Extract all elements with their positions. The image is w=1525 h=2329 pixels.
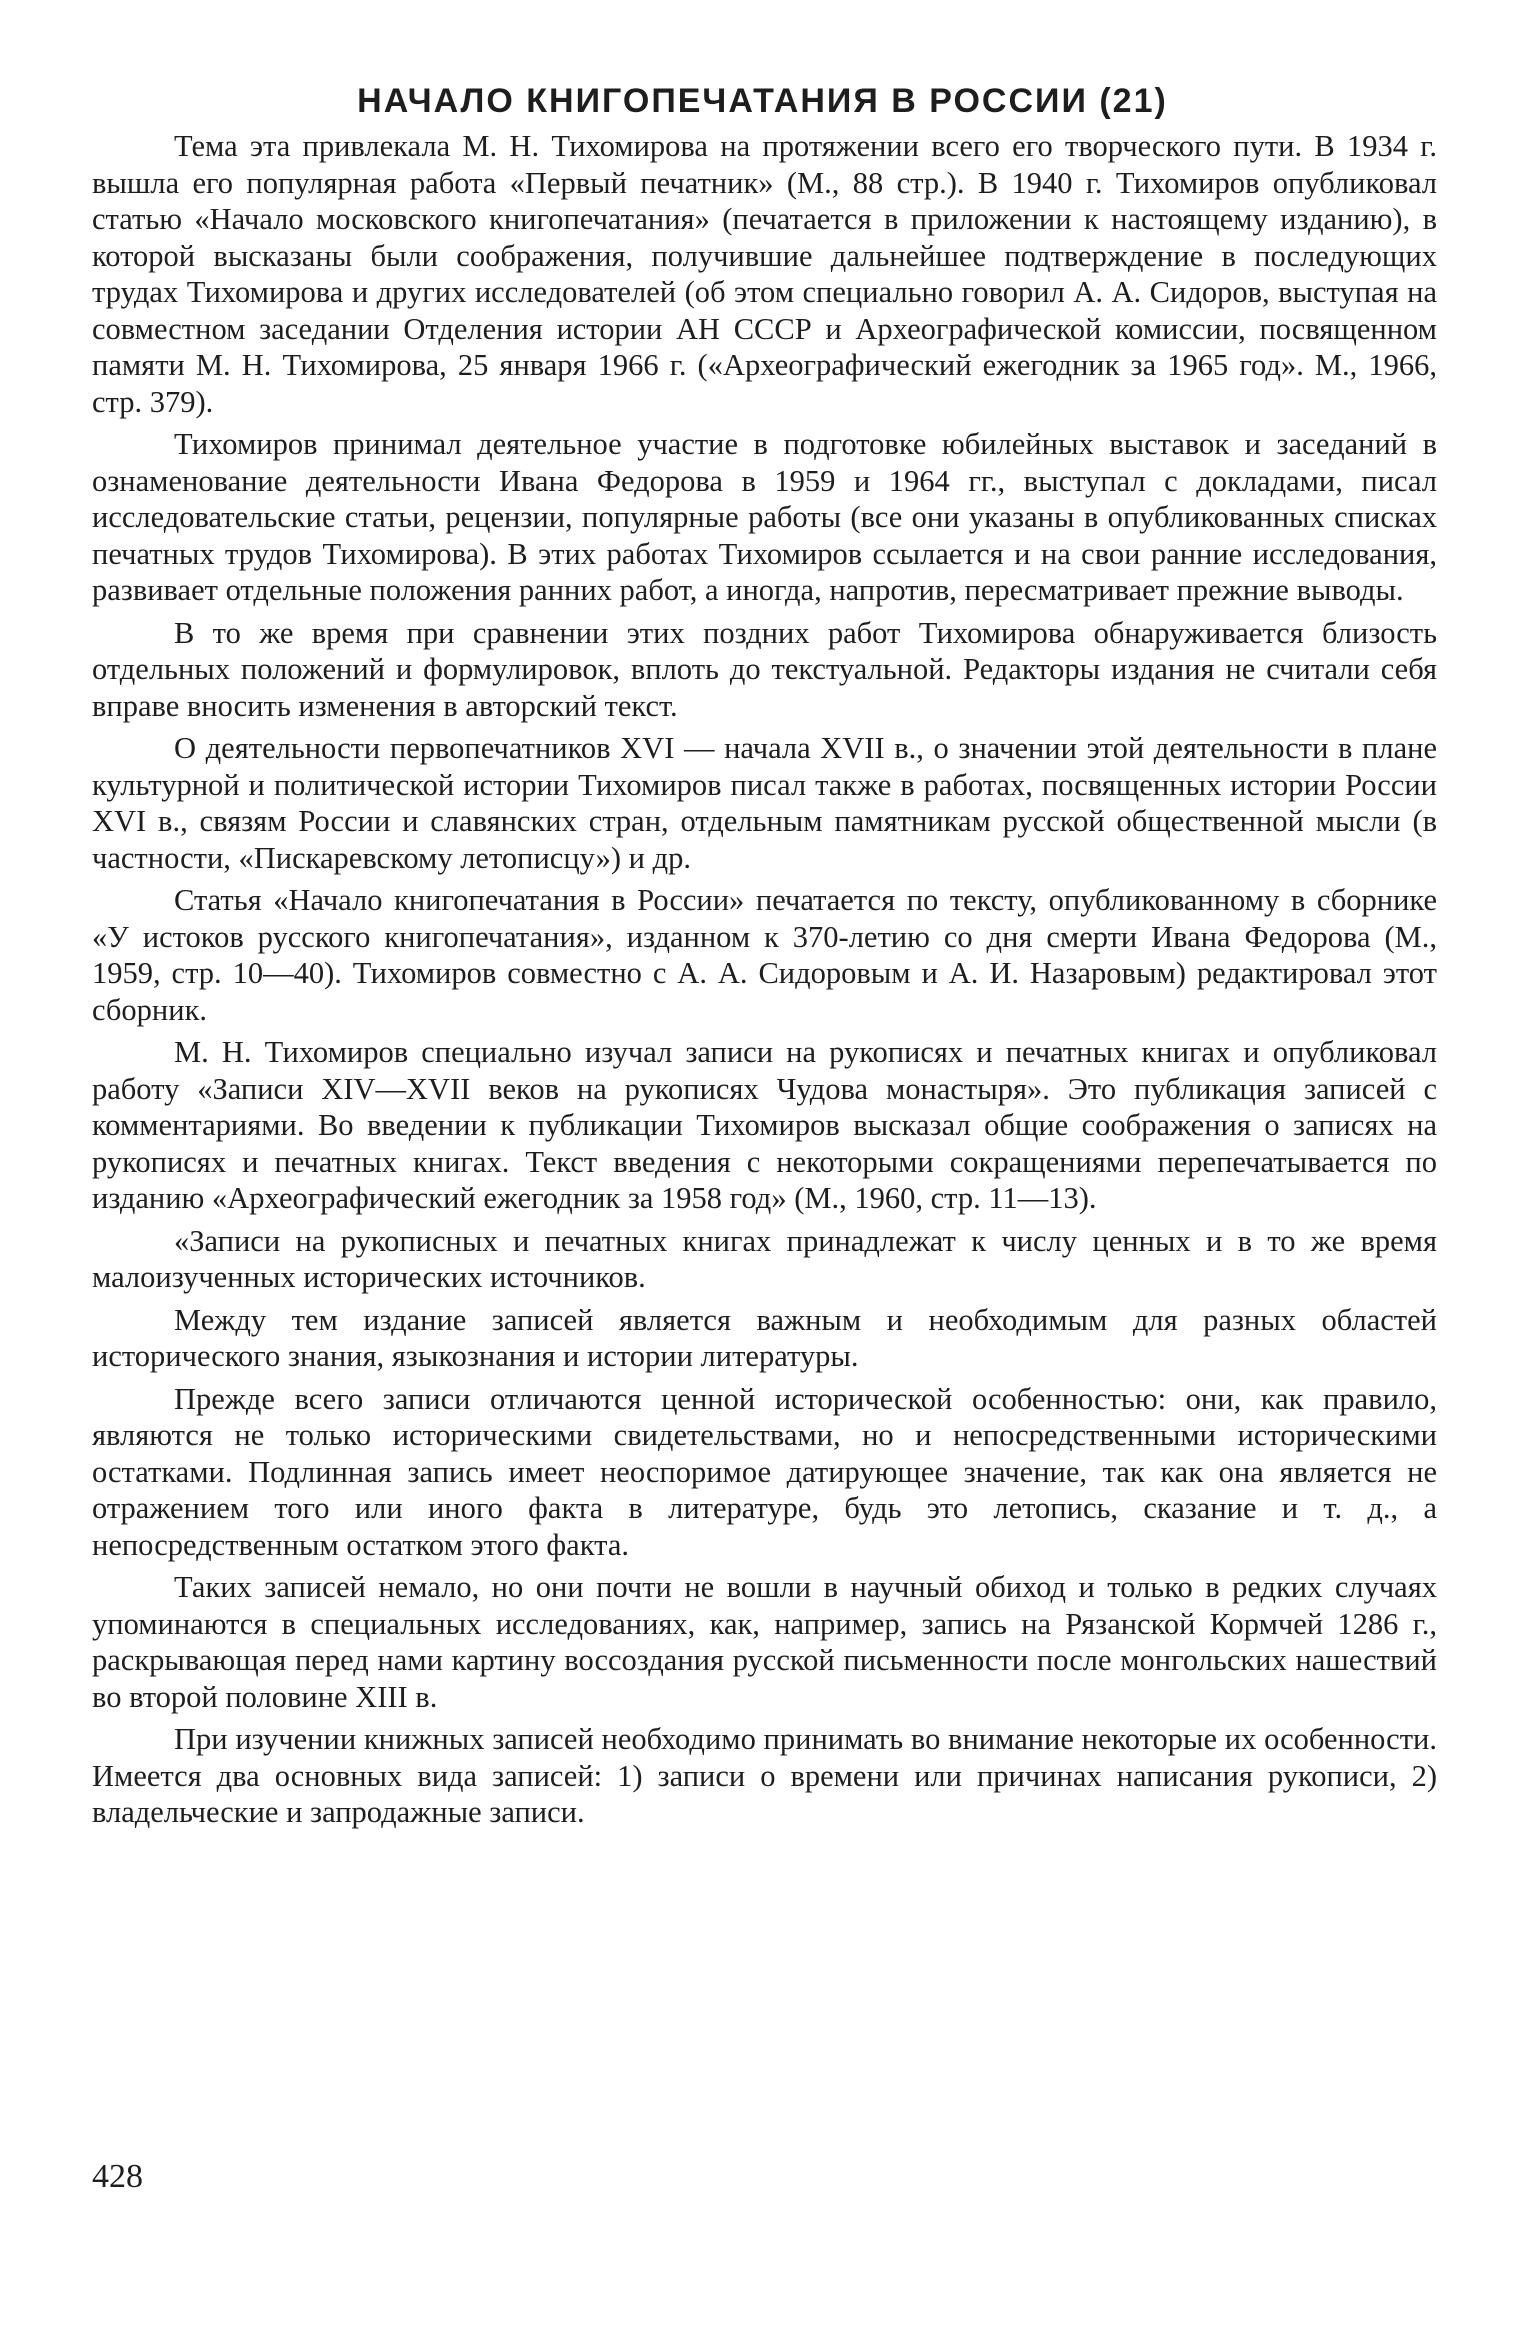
paragraph: Тихомиров принимал деятельное участие в подготовке юбилейных выставок и заседаний в ознаменование деятельности Ивана Федорова в 1959 и 1964 гг., выступал с докладами, писал исследовательские статьи, рецензии, популярные работы (все они указаны в опубликованных списках печатных трудов Тихомирова). В этих работах Тихомиров ссылается и на свои ранние исследования, развивает отдельные положения ранних работ, а иногда, напротив, пересматривает прежние выводы. [92,427,1437,607]
paragraph: Между тем издание записей является важным и необходимым для разных областей исторического знания, языкознания и истории литературы. [92,1302,1437,1373]
paragraph: О деятельности первопечатников XVI — начала XVII в., о значении этой деятельности в плане культурной и политической истории Тихомиров писал также в работах, посвященных истории России XVI в., связям России и славянских стран, отдельным памятникам русской общественной мысли (в частности, «Пискаревскому летописцу») и др. [92,731,1437,875]
paragraph: Статья «Начало книгопечатания в России» печатается по тексту, опубликованному в сборнике «У истоков русского книгопечатания», изданном к 370-летию со дня смерти Ивана Федорова (М., 1959, стр. 10—40). Тихомиров совместно с А. А. Сидоровым и А. И. Назаровым) редактировал этот сборник. [92,883,1437,1027]
chapter-title: НАЧАЛО КНИГОПЕЧАТАНИЯ В РОССИИ (21) [357,82,1168,120]
paragraph: Тема эта привлекала М. Н. Тихомирова на протяжении всего его творческого пути. В 1934 г. вышла его популярная работа «Первый печатник» (М., 88 стр.). В 1940 г. Тихомиров опубликовал статью «Начало московского книгопечатания» (печатается в приложении к настоящему изданию), в которой высказаны были соображения, получившие дальнейшее подтверждение в последующих трудах Тихомирова и других исследователей (об этом специально говорил А. А. Сидоров, выступая на совместном заседании Отделения истории АН СССР и Археографической комиссии, посвященном памяти М. Н. Тихомирова, 25 января 1966 г. («Археографический ежегодник за 1965 год». М., 1966, стр. 379). [92,129,1437,419]
paragraph: Прежде всего записи отличаются ценной исторической особенностью: они, как правило, являются не только историческими свидетельствами, но и непосредственными историческими остатками. Подлинная запись имеет неоспоримое датирующее значение, так как она является не отражением того или иного факта в литературе, будь это летопись, сказание и т. д., а непосредственным остатком этого факта. [92,1381,1437,1562]
paragraph: М. Н. Тихомиров специально изучал записи на рукописях и печатных книгах и опубликовал работу «Записи XIV—XVII веков на рукописях Чудова монастыря». Это публикация записей с комментариями. Во введении к публикации Тихомиров высказал общие соображения о записях на рукописях и печатных книгах. Текст введения с некоторыми сокращениями перепечатывается по изданию «Археографический ежегодник за 1958 год» (М., 1960, стр. 11—13). [92,1035,1437,1215]
body-text [92,128,1437,1837]
page-number: 428 [92,2158,143,2195]
paragraph: В то же время при сравнении этих поздних работ Тихомирова обнаруживается близость отдельных положений и формулировок, вплоть до текстуальной. Редакторы издания не считали себя вправе вносить изменения в авторский текст. [92,615,1437,723]
paragraph: При изучении книжных записей необходимо принимать во внимание некоторые их особенности. Имеется два основных вида записей: 1) записи о времени или причинах написания рукописи, 2) владельческие и запродажные записи. [92,1722,1437,1829]
paragraph: Таких записей немало, но они почти не вошли в научный обиход и только в редких случаях упоминаются в специальных исследованиях, как, например, запись на Рязанской Кормчей 1286 г., раскрывающая перед нами картину воссоздания русской письменности после монгольских нашествий во второй половине XIII в. [92,1570,1437,1714]
paragraph: «Записи на рукописных и печатных книгах принадлежат к числу ценных и в то же время малоизученных исторических источников. [92,1223,1437,1294]
